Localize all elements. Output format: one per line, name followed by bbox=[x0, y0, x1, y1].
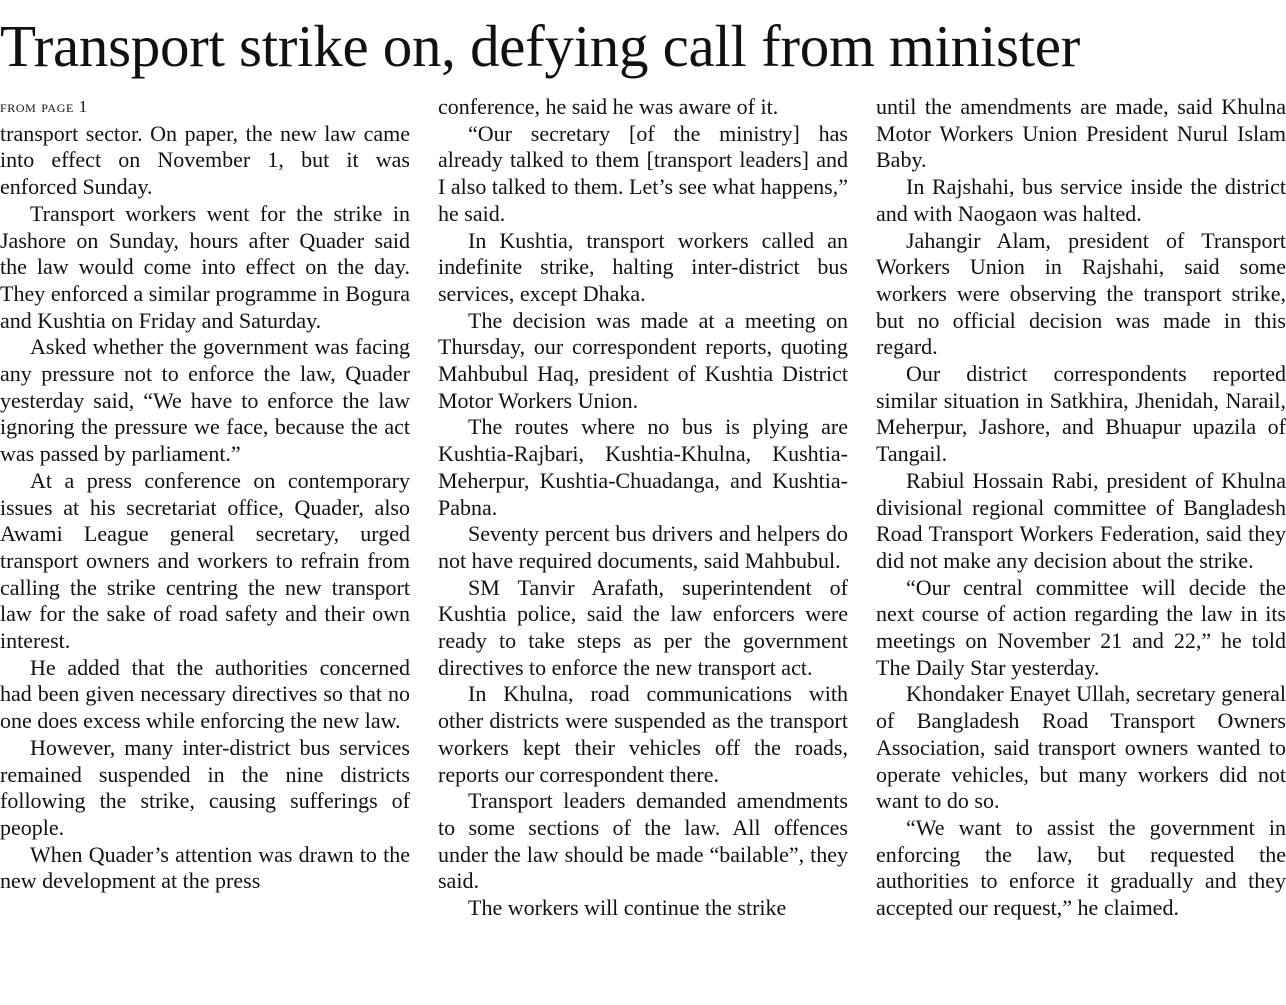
paragraph: In Rajshahi, bus service inside the district and with Naogaon was halted. bbox=[876, 174, 1286, 226]
headline: Transport strike on, defying call from minister bbox=[0, 13, 1080, 79]
paragraph: The workers will continue the strike bbox=[468, 895, 787, 921]
article-column-2 bbox=[438, 94, 848, 1002]
article-column-3 bbox=[876, 94, 1286, 1002]
paragraph: Transport leaders demanded amendments to some sections of the law. All offences under the law should be made “bailable”, they said. bbox=[438, 788, 848, 894]
paragraph: The decision was made at a meeting on Thursday, our correspondent reports, quoting Mahbubul Haq, president of Kushtia District Motor Workers Union. bbox=[438, 307, 848, 413]
paragraph: SM Tanvir Arafath, superintendent of Kushtia police, said the law enforcers were ready to take steps as per the government directives to enforce the new transport act. bbox=[438, 574, 848, 680]
paragraph: In Khulna, road communications with other districts were suspended as the transport workers kept their vehicles off the roads, reports our correspondent there. bbox=[438, 681, 848, 787]
paragraph: “Our secretary [of the ministry] has already talked to them [transport leaders] and I also talked to them. Let’s see what happens,” he said. bbox=[438, 120, 848, 226]
article-column-1 bbox=[0, 94, 410, 1002]
paragraph: Transport workers went for the strike in Jashore on Sunday, hours after Quader said the law would come into effect on the day. They enforced a similar programme in Bogura and Kushtia on Friday and Saturday. bbox=[0, 200, 410, 333]
paragraph: Jahangir Alam, president of Transport Workers Union in Rajshahi, said some workers were observing the transport strike, but no official decision was made in this regard. bbox=[876, 227, 1286, 360]
paragraph: “Our central committee will decide the next course of action regarding the law in its meetings on November 21 and 22,” he told The Daily Star yesterday. bbox=[876, 574, 1286, 680]
paragraph: Khondaker Enayet Ullah, secretary general of Bangladesh Road Transport Owners Association, said transport owners wanted to operate vehicles, but many workers did not want to do so. bbox=[876, 681, 1286, 814]
paragraph: However, many inter-district bus services remained suspended in the nine districts following the strike, causing sufferings of people. bbox=[0, 734, 410, 840]
paragraph: “We want to assist the government in enforcing the law, but requested the authorities to enforce it gradually and they accepted our request,” he claimed. bbox=[876, 814, 1286, 921]
paragraph: Seventy percent bus drivers and helpers do not have required documents, said Mahbubul. bbox=[438, 521, 848, 573]
paragraph: He added that the authorities concerned had been given necessary directives so that no one does excess while enforcing the new law. bbox=[0, 654, 410, 734]
paragraph: transport sector. On paper, the new law came into effect on November 1, but it was enforced Sunday. bbox=[0, 120, 410, 200]
paragraph: At a press conference on contemporary issues at his secretariat office, Quader, also Awami League general secretary, urged transport owners and workers to refrain from calling the strike centring the new transport law for the sake of road safety and their own interest. bbox=[0, 467, 410, 654]
jumpline: from page 1 bbox=[0, 97, 88, 116]
paragraph: In Kushtia, transport workers called an indefinite strike, halting inter-district bus services, except Dhaka. bbox=[438, 227, 848, 306]
paragraph: Rabiul Hossain Rabi, president of Khulna divisional regional committee of Bangladesh Road Transport Workers Federation, said they did not make any decision about the strike. bbox=[876, 467, 1286, 573]
paragraph: Our district correspondents reported similar situation in Satkhira, Jhenidah, Narail, Meherpur, Jashore, and Bhuapur upazila of Tangail. bbox=[876, 361, 1286, 467]
paragraph: until the amendments are made, said Khulna Motor Workers Union President Nurul Islam Baby. bbox=[876, 94, 1286, 173]
paragraph: Asked whether the government was facing any pressure not to enforce the law, Quader yesterday said, “We have to enforce the law ignoring the pressure we face, because the act was passed by parliament.” bbox=[0, 334, 410, 467]
paragraph: The routes where no bus is plying are Kushtia-Rajbari, Kushtia-Khulna, Kushtia-Meherpur, Kushtia-Chuadanga, and Kushtia-Pabna. bbox=[438, 414, 848, 520]
paragraph: conference, he said he was aware of it. bbox=[438, 94, 779, 119]
paragraph: When Quader’s attention was drawn to the new development at the press bbox=[0, 841, 410, 894]
